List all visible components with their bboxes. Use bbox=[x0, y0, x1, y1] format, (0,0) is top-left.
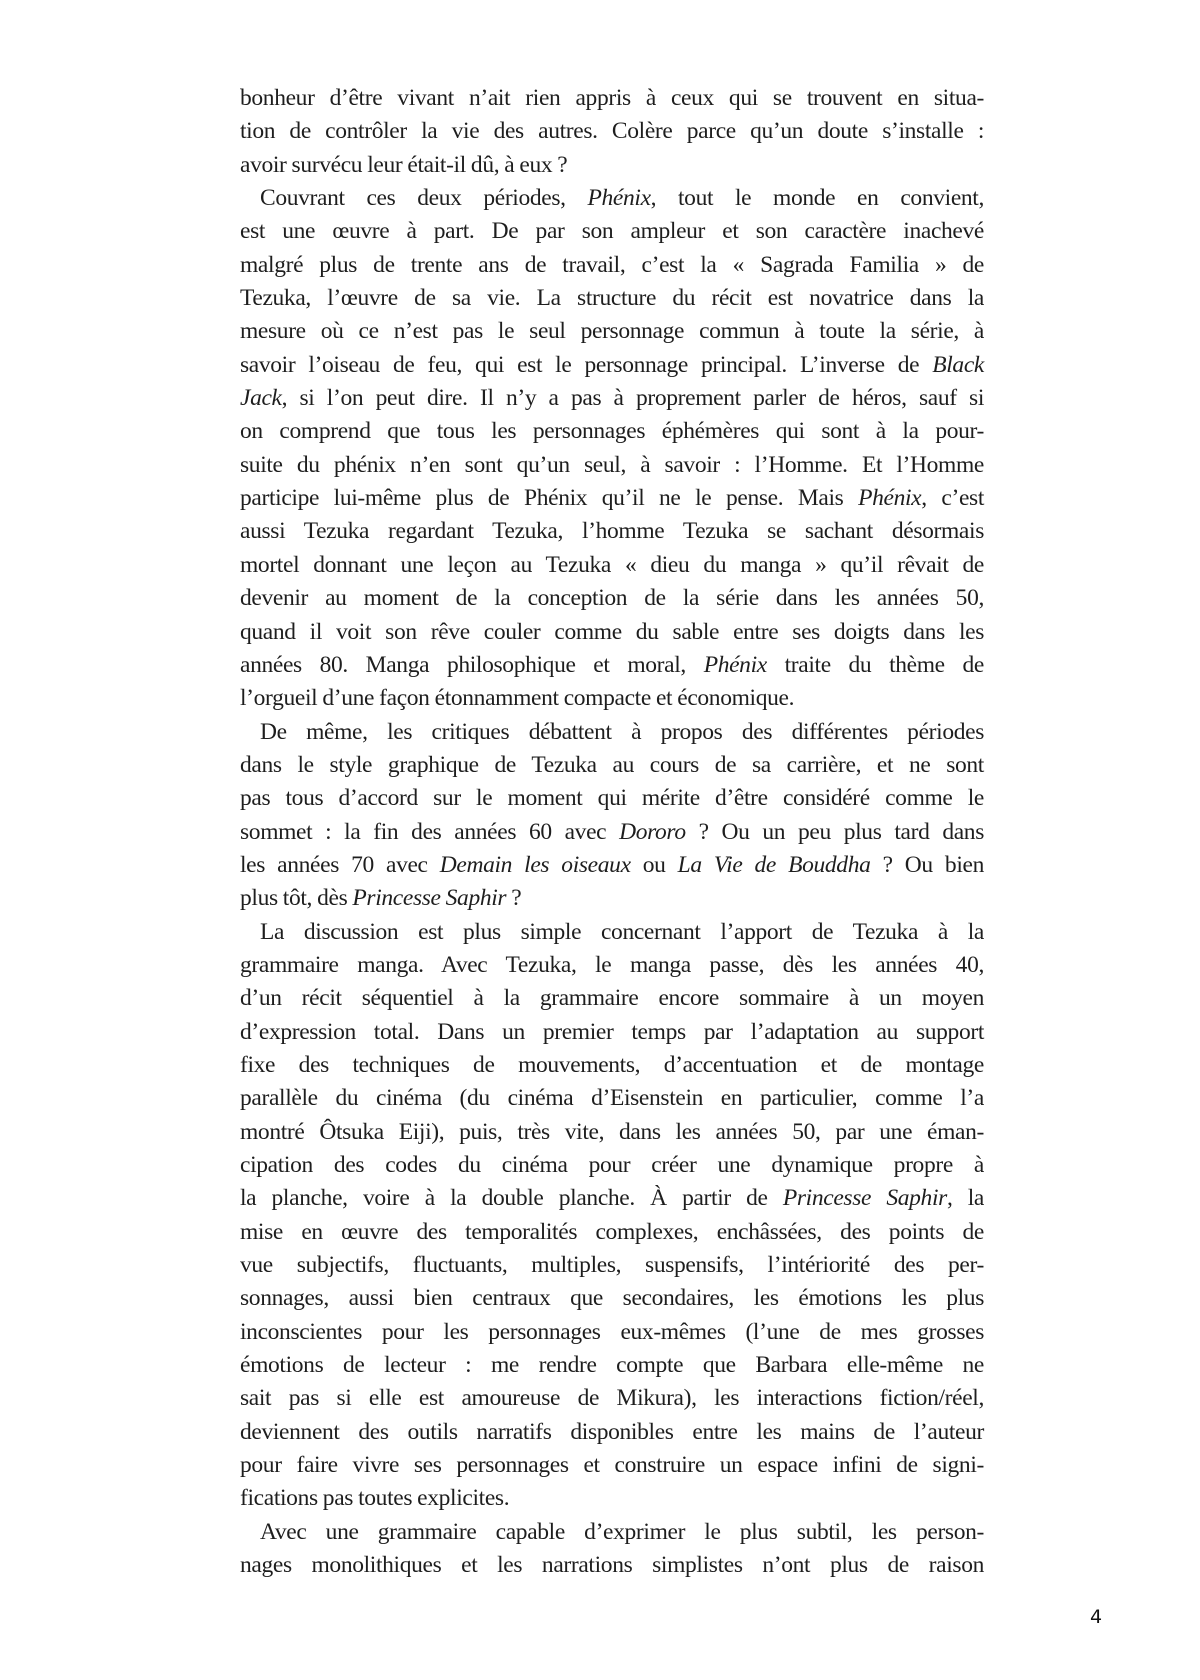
text-segment: on comprend que tous les personnages éphémères qui sont à la pour- bbox=[240, 418, 984, 445]
text-segment: bonheur d’être vivant n’ait rien appris à ceux qui se trouvent en situa- bbox=[240, 85, 984, 111]
text-segment: est une œuvre à part. De par son ampleur et son caractère inachevé bbox=[240, 218, 984, 245]
text-segment: ? Ou bien bbox=[870, 851, 984, 878]
text-segment: quand il voit son rêve couler comme du sable entre ses doigts dans les bbox=[240, 618, 984, 645]
text-line bbox=[240, 1316, 984, 1349]
text-segment: émotions de lecteur : me rendre compte que Barbara elle-même ne bbox=[240, 1352, 984, 1379]
text-segment: d’expression total. Dans un premier temps par l’adaptation au support bbox=[240, 1018, 984, 1045]
text-segment: les années 70 avec bbox=[240, 851, 440, 878]
text-segment: De même, les critiques débattent à propos des différentes périodes bbox=[260, 718, 984, 745]
text-segment: vue subjectifs, fluctuants, multiples, suspensifs, l’intériorité des per- bbox=[240, 1252, 984, 1279]
text-line bbox=[240, 1382, 984, 1415]
text-segment: ou bbox=[630, 851, 678, 878]
text-line bbox=[240, 549, 984, 582]
text-segment: La discussion est plus simple concernant l’apport de Tezuka à la bbox=[260, 918, 984, 945]
text-segment: tion de contrôler la vie des autres. Colère parce qu’un doute s’installe : bbox=[240, 118, 984, 145]
text-segment: dans le style graphique de Tezuka au cours de sa carrière, et ne sont bbox=[240, 751, 984, 778]
text-segment: ? Ou un peu plus tard dans bbox=[685, 818, 984, 845]
text-line bbox=[240, 382, 984, 415]
text-line bbox=[240, 82, 984, 115]
text-line bbox=[240, 1182, 984, 1215]
italic-title: Dororo bbox=[619, 818, 686, 845]
text-segment: grammaire manga. Avec Tezuka, le manga passe, dès les années 40, bbox=[240, 951, 984, 978]
text-segment: mesure où ce n’est pas le seul personnage commun à toute la série, à bbox=[240, 318, 984, 345]
text-segment: ? bbox=[506, 885, 522, 912]
text-segment: , tout le monde en convient, bbox=[650, 185, 984, 212]
text-segment: participe lui-même plus de Phénix qu’il ne le pense. Mais bbox=[240, 485, 859, 512]
text-line bbox=[240, 682, 984, 715]
text-segment: aussi Tezuka regardant Tezuka, l’homme Tezuka se sachant désormais bbox=[240, 518, 984, 545]
text-line bbox=[240, 816, 984, 849]
text-line bbox=[240, 1349, 984, 1382]
text-segment: devenir au moment de la conception de la série dans les années 50, bbox=[240, 585, 984, 612]
text-line bbox=[240, 249, 984, 282]
text-segment: malgré plus de trente ans de travail, c’est la « Sagrada Familia » de bbox=[240, 251, 984, 278]
text-segment: l’orgueil d’une façon étonnamment compacte et économique. bbox=[240, 685, 795, 712]
text-segment: nages monolithiques et les narrations simplistes n’ont plus de raison bbox=[240, 1552, 984, 1579]
text-segment: , c’est bbox=[921, 485, 984, 512]
paragraph-first-line bbox=[240, 716, 984, 749]
text-line bbox=[240, 1449, 984, 1482]
text-segment: , la bbox=[946, 1185, 984, 1212]
text-line bbox=[240, 982, 984, 1015]
text-segment: avoir survécu leur était-il dû, à eux ? bbox=[240, 151, 568, 178]
text-segment: Tezuka, l’œuvre de sa vie. La structure du récit est novatrice dans la bbox=[240, 285, 984, 312]
text-line bbox=[240, 515, 984, 548]
text-segment: , si l’on peut dire. Il n’y a pas à proprement parler de héros, sauf si bbox=[281, 385, 984, 412]
text-line bbox=[240, 782, 984, 815]
text-line bbox=[240, 649, 984, 682]
text-segment: sait pas si elle est amoureuse de Mikura), les interactions fiction/réel, bbox=[240, 1385, 984, 1412]
text-line bbox=[240, 215, 984, 248]
text-line bbox=[240, 949, 984, 982]
text-line bbox=[240, 1116, 984, 1149]
text-line bbox=[240, 1216, 984, 1249]
text-line bbox=[240, 616, 984, 649]
text-segment: mise en œuvre des temporalités complexes, enchâssées, des points de bbox=[240, 1218, 984, 1245]
paragraph-first-line bbox=[240, 1516, 984, 1549]
text-line bbox=[240, 415, 984, 448]
text-segment: inconscientes pour les personnages eux-mêmes (l’une de mes grosses bbox=[240, 1318, 984, 1345]
paragraph-first-line bbox=[240, 182, 984, 215]
text-line bbox=[240, 449, 984, 482]
text-line bbox=[240, 1016, 984, 1049]
text-line bbox=[240, 149, 984, 182]
text-segment: pas tous d’accord sur le moment qui mérite d’être considéré comme le bbox=[240, 785, 984, 812]
text-segment: sommet : la fin des années 60 avec bbox=[240, 818, 620, 845]
italic-title: La Vie de Bouddha bbox=[677, 851, 871, 878]
text-line bbox=[240, 1249, 984, 1282]
italic-title: Phénix bbox=[703, 651, 767, 678]
page-number: 4 bbox=[1090, 1606, 1103, 1628]
italic-title: Princesse Saphir bbox=[782, 1185, 947, 1212]
text-line bbox=[240, 1149, 984, 1182]
text-segment: plus tôt, dès bbox=[240, 885, 353, 912]
text-segment: traite du thème de bbox=[766, 651, 984, 678]
italic-title: Phénix bbox=[858, 485, 922, 512]
text-line bbox=[240, 849, 984, 882]
text-segment: montré Ôtsuka Eiji), puis, très vite, dans les années 50, par une éman- bbox=[240, 1118, 984, 1145]
text-segment: sonnages, aussi bien centraux que secondaires, les émotions les plus bbox=[240, 1285, 984, 1312]
text-line bbox=[240, 1049, 984, 1082]
text-line bbox=[240, 115, 984, 148]
text-line bbox=[240, 1416, 984, 1449]
text-line bbox=[240, 349, 984, 382]
body-text bbox=[240, 82, 984, 1582]
text-segment: cipation des codes du cinéma pour créer une dynamique propre à bbox=[240, 1152, 984, 1178]
text-segment: mortel donnant une leçon au Tezuka « dieu du manga » qu’il rêvait de bbox=[240, 551, 984, 578]
italic-title: Demain les oiseaux bbox=[439, 851, 631, 878]
text-segment: Avec une grammaire capable d’exprimer le plus subtil, les person- bbox=[260, 1518, 984, 1545]
text-segment: parallèle du cinéma (du cinéma d’Eisenstein en particulier, comme l’a bbox=[240, 1085, 984, 1112]
text-segment: savoir l’oiseau de feu, qui est le personnage principal. L’inverse de bbox=[240, 351, 933, 378]
text-segment: fixe des techniques de mouvements, d’accentuation et de montage bbox=[240, 1051, 984, 1078]
text-segment: suite du phénix n’en sont qu’un seul, à savoir : l’Homme. Et l’Homme bbox=[240, 451, 984, 478]
text-line bbox=[240, 1082, 984, 1115]
text-segment: d’un récit séquentiel à la grammaire encore sommaire à un moyen bbox=[240, 985, 984, 1012]
text-line bbox=[240, 1549, 984, 1582]
text-line bbox=[240, 282, 984, 315]
text-segment: la planche, voire à la double planche. À partir de bbox=[240, 1185, 783, 1212]
text-line bbox=[240, 882, 984, 915]
text-segment: pour faire vivre ses personnages et construire un espace infini de signi- bbox=[240, 1452, 984, 1479]
text-segment: fications pas toutes explicites. bbox=[240, 1485, 510, 1512]
paragraph-first-line bbox=[240, 916, 984, 949]
text-segment: deviennent des outils narratifs disponibles entre les mains de l’auteur bbox=[240, 1418, 984, 1445]
text-segment: Couvrant ces deux périodes, bbox=[260, 185, 588, 212]
italic-title: Black bbox=[932, 351, 984, 378]
italic-title: Princesse Saphir bbox=[352, 885, 507, 912]
italic-title: Jack bbox=[240, 385, 282, 412]
text-line bbox=[240, 1482, 984, 1515]
text-line bbox=[240, 582, 984, 615]
text-line bbox=[240, 315, 984, 348]
text-line bbox=[240, 749, 984, 782]
text-line bbox=[240, 1282, 984, 1315]
text-segment: années 80. Manga philosophique et moral, bbox=[240, 651, 704, 678]
text-line bbox=[240, 482, 984, 515]
italic-title: Phénix bbox=[587, 185, 651, 212]
